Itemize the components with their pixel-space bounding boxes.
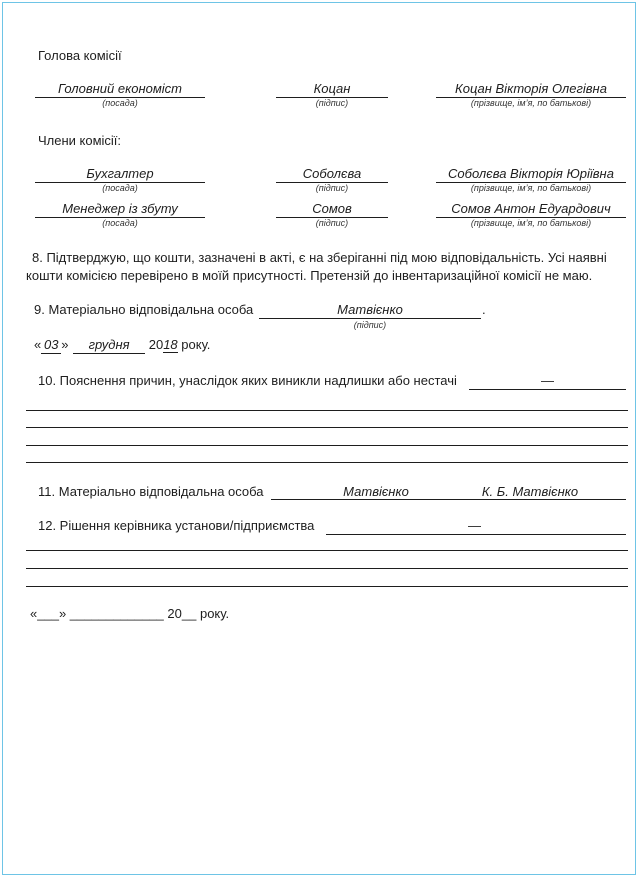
item10-value-field: — <box>469 373 626 390</box>
member1-position-field: Бухгалтер <box>35 166 205 183</box>
member2-fullname-caption: (прізвище, ім’я, по батькові) <box>470 218 592 228</box>
head-fullname-field: Коцан Вікторія Олегівна <box>436 81 626 98</box>
final-date-day-blank: ___ <box>37 606 59 621</box>
commission-head-heading: Голова комісії <box>38 48 122 63</box>
item11-label: 11. Матеріально відповідальна особа <box>38 484 264 499</box>
head-signature-caption: (підпис) <box>315 98 349 108</box>
member2-position-caption: (посада) <box>102 218 138 228</box>
head-signature-field: Коцан <box>276 81 388 98</box>
date-day-field: 03 <box>41 337 61 354</box>
date-year-word: року. <box>181 337 211 352</box>
item9-signature-field: Матвієнко <box>259 302 481 319</box>
member2-signature-caption: (підпис) <box>315 218 349 228</box>
member1-fullname-field: Соболєва Вікторія Юріївна <box>436 166 626 183</box>
final-date-close-quote: » <box>58 606 67 621</box>
final-date-month-blank: _____________ <box>69 606 164 621</box>
head-fullname-caption: (прізвище, ім’я, по батькові) <box>470 98 592 108</box>
date-line <box>34 337 210 354</box>
item11-signature: Матвієнко <box>343 484 409 499</box>
item12-blank-line-1 <box>26 550 628 551</box>
final-date-open-quote: « <box>30 606 38 621</box>
member1-signature-caption: (підпис) <box>315 183 349 193</box>
head-position-caption: (посада) <box>102 98 138 108</box>
member2-signature-field: Сомов <box>276 201 388 218</box>
item8-line1: 8. Підтверджую, що кошти, зазначені в акті, є на зберіганні під мою відповідальність. Усі наявні <box>32 250 607 265</box>
final-date-line <box>30 606 229 622</box>
item12-label: 12. Рішення керівника установи/підприємства <box>38 518 315 533</box>
item9-label: 9. Матеріально відповідальна особа <box>34 302 254 317</box>
final-date-year-word: року. <box>199 606 230 621</box>
date-open-quote: « <box>34 337 42 352</box>
member1-fullname-caption: (прізвище, ім’я, по батькові) <box>470 183 592 193</box>
item10-blank-line-3 <box>26 445 628 446</box>
item9-signature-caption: (підпис) <box>353 320 387 330</box>
member1-position-caption: (посада) <box>102 183 138 193</box>
member1-signature-field: Соболєва <box>276 166 388 183</box>
member2-position-field: Менеджер із збуту <box>35 201 205 218</box>
item10-blank-line-1 <box>26 410 628 411</box>
date-year-suffix-field: 18 <box>163 337 178 352</box>
item12-value-field: — <box>326 518 626 535</box>
head-position-field: Головний економіст <box>35 81 205 98</box>
item10-blank-line-2 <box>26 427 628 428</box>
item12-blank-line-3 <box>26 586 628 587</box>
final-date-year-prefix: 20__ <box>167 606 197 621</box>
date-month-field: грудня <box>73 337 145 354</box>
item8-line2: кошти комісією перевірено в моїй присутності. Претензій до інвентаризаційної комісії не маю. <box>26 268 593 283</box>
date-close-quote: » <box>61 337 69 352</box>
member2-fullname-field: Сомов Антон Едуардович <box>436 201 626 218</box>
item10-blank-line-4 <box>26 462 628 463</box>
item9-end-dot: . <box>482 302 486 317</box>
item11-name: К. Б. Матвієнко <box>481 484 579 499</box>
date-year-prefix: 20 <box>148 337 164 352</box>
item10-label: 10. Пояснення причин, унаслідок яких виникли надлишки або нестачі <box>38 373 457 388</box>
commission-members-heading: Члени комісії: <box>38 133 122 148</box>
item12-blank-line-2 <box>26 568 628 569</box>
